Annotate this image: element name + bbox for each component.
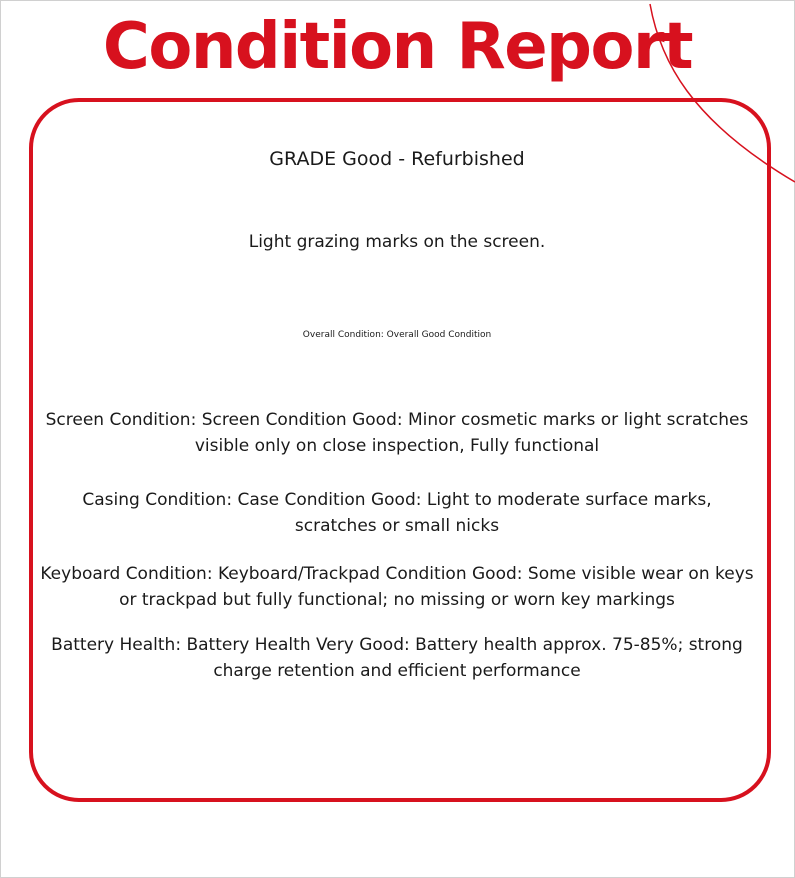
condition-summary: Light grazing marks on the screen. [248,232,546,252]
battery-health: Battery Health: Battery Health Very Good: Battery health approx. 75-85%; strong charge retention and efficient performance [51,635,743,681]
overall-condition: Overall Condition: Overall Good Condition [302,330,492,340]
grade-label: GRADE Good - Refurbished [269,148,525,170]
casing-condition: Casing Condition: Case Condition Good: Light to moderate surface marks, scratches or small nicks [82,490,712,536]
keyboard-condition: Keyboard Condition: Keyboard/Trackpad Condition Good: Some visible wear on keys or trackpad but fully functional; no missing or worn key markings [40,564,754,610]
report-title: Condition Report [102,10,693,84]
screen-condition: Screen Condition: Screen Condition Good: Minor cosmetic marks or light scratches visible only on close inspection, Fully functional [45,410,749,456]
